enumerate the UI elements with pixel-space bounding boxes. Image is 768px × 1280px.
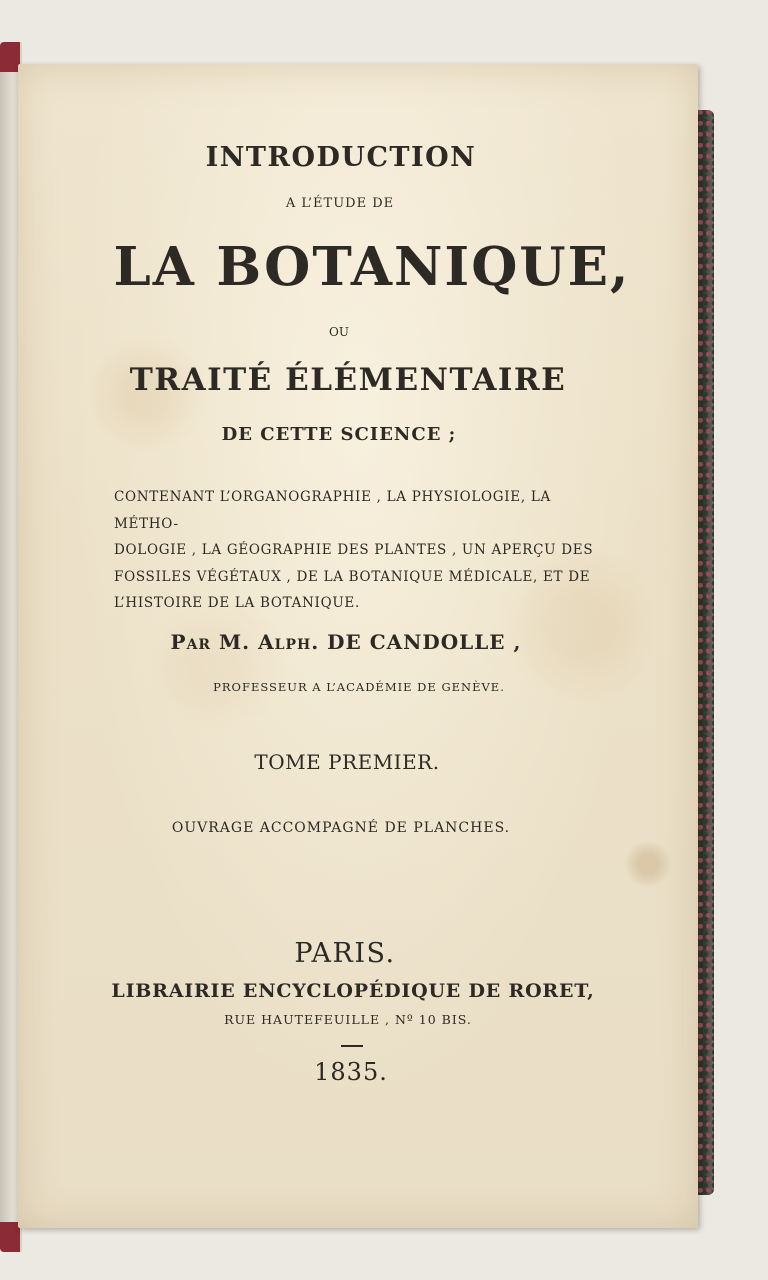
plates-note: OUVRAGE ACCOMPAGNÉ DE PLANCHES. bbox=[171, 820, 511, 836]
publisher-address: RUE HAUTEFEUILLE , Nº 10 BIS. bbox=[224, 1012, 472, 1027]
contents-line: FOSSILES VÉGÉTAUX , DE LA BOTANIQUE MÉDICALE, ET DE bbox=[114, 568, 591, 585]
cover-corner-top bbox=[0, 42, 20, 72]
contents-line: CONTENANT L’ORGANOGRAPHIE , LA PHYSIOLOGIE, LA MÉTHO- bbox=[114, 489, 551, 532]
divider-rule bbox=[341, 1045, 363, 1047]
contents-line: L’HISTOIRE DE LA BOTANIQUE. bbox=[114, 595, 360, 611]
publication-city: PARIS. bbox=[294, 938, 396, 969]
contents-line: DOLOGIE , LA GÉOGRAPHIE DES PLANTES , UN APERÇU DES bbox=[114, 542, 594, 558]
subtitle: TRAITÉ ÉLÉMENTAIRE bbox=[129, 362, 567, 398]
title-page bbox=[18, 64, 698, 1228]
main-title: LA BOTANIQUE, bbox=[113, 236, 631, 298]
contents-description bbox=[114, 484, 614, 617]
cover-corner-bottom bbox=[0, 1222, 20, 1252]
title-conjunction: OU bbox=[329, 325, 349, 339]
publication-year: 1835. bbox=[314, 1058, 388, 1086]
publisher: LIBRAIRIE ENCYCLOPÉDIQUE DE RORET, bbox=[111, 980, 595, 1002]
volume-label: TOME PREMIER. bbox=[254, 750, 440, 774]
subtitle-science: DE CETTE SCIENCE ; bbox=[221, 424, 457, 445]
author: Par M. Alph. DE CANDOLLE , bbox=[170, 630, 522, 654]
author-affiliation: PROFESSEUR A L’ACADÉMIE DE GENÈVE. bbox=[213, 680, 505, 694]
title-line-introduction: INTRODUCTION bbox=[205, 142, 477, 173]
title-line-etude: A L’ÉTUDE DE bbox=[285, 196, 395, 211]
